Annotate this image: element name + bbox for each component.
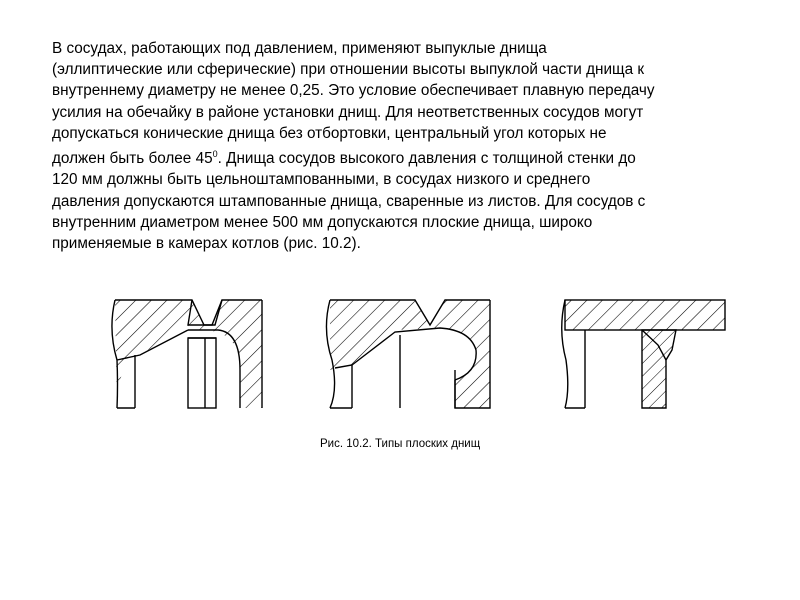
paragraph-line: (эллиптические или сферические) при отношении высоты выпуклой части днища к bbox=[52, 61, 645, 79]
paragraph-line: внутреннему диаметру не менее 0,25. Это условие обеспечивает плавную передачу bbox=[52, 82, 655, 100]
paragraph-line: давления допускаются штампованные днища, сваренные из листов. Для сосудов с bbox=[52, 192, 646, 210]
flat-head-drawing-3 bbox=[562, 300, 725, 408]
degree-superscript: 0 bbox=[212, 149, 218, 160]
paragraph-line: 120 мм должны быть цельноштампованными, в сосудах низкого и среднего bbox=[52, 171, 591, 189]
paragraph-line: усилия на обечайку в районе установки днищ. Для неответственных сосудов могут bbox=[52, 103, 644, 121]
angle-text: должен быть более 45 bbox=[52, 150, 213, 168]
paragraph-line: внутренним диаметром менее 500 мм допускаются плоские днища, широко bbox=[52, 213, 593, 231]
flat-head-drawing-1 bbox=[112, 300, 262, 408]
paragraph-line: В сосудах, работающих под давлением, применяют выпуклые днища bbox=[52, 40, 547, 57]
paragraph-line: допускаться конические днища без отбортовки, центральный угол которых не bbox=[52, 124, 607, 142]
flat-head-drawing-2 bbox=[326, 300, 490, 408]
paragraph-line: применяемые в камерах котлов (рис. 10.2). bbox=[52, 234, 361, 252]
figure-caption: Рис. 10.2. Типы плоских днищ bbox=[320, 438, 481, 450]
angle-text-rest: . Днища сосудов высокого давления с толщиной стенки до bbox=[217, 150, 636, 168]
